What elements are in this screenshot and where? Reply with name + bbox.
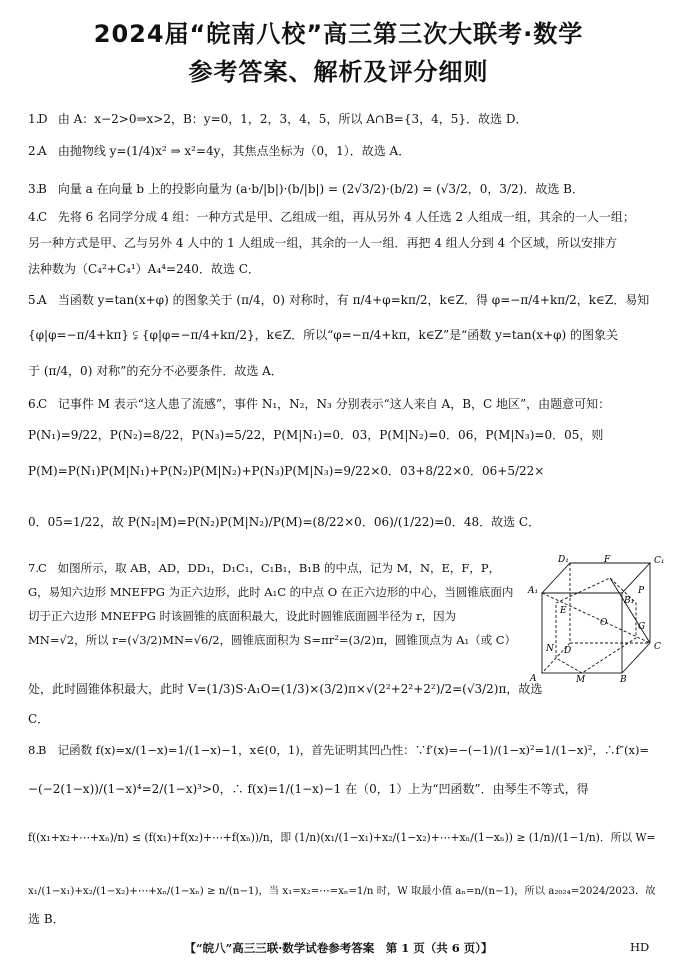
problem-number: 7. [28,561,39,575]
problem-7 [28,556,516,653]
footer-code: HD [630,940,650,954]
problem-4 [28,208,635,225]
figure-label: C [654,642,661,652]
page-footer: 【“皖八”高三三联·数学试卷参考答案 第 1 页（共 6 页）】 [184,941,493,955]
problem-line: C． [28,712,50,726]
problem-line: −(−2(1−x))/(1−x)⁴=2/(1−x)³>0，∴ f(x)=1/(1−x)−1 在（0，1）上为“凹函数”．由琴生不等式，得 [28,782,589,796]
problem-number: 2. [28,144,40,158]
figure-label: O [600,618,608,628]
cube-top-face [542,563,650,593]
problem-line: 记事件 M 表示“这人患了流感”，事件 N₁，N₂，N₃ 分别表示“这人来自 A，B，C 地区”，由题意可知： [57,397,611,411]
problem-answer: C [38,210,48,224]
figure-label: N [546,644,554,654]
page-title: 2024届“皖南八校”高三第三次大联考·数学 [93,20,584,48]
problem-number: 3. [28,182,40,196]
problem-line: 如图所示，取 AB，AD，DD₁，D₁C₁，C₁B₁，B₁B 的中点，记为 M，N，E，F，P，G，易知六边形 MNEFPG 为正六边形，此时 A₁C 的中点 O 在正六边形的中心，当圆锥底面内切于正六边形 MNEFPG 时该圆锥的底面积最大，设此时圆锥底面圆半径为 r，因为 MN=√2，所以 r=(√3/2)MN=√6/2，圆锥底面积为 S=πr²=(3/2)π，圆锥顶点为 A₁（或 C） [28,561,517,648]
problem-line: 选 B． [28,912,65,926]
problem-answer: B [38,182,47,196]
figure-label: G [638,622,646,632]
figure-label: E [560,606,567,616]
problem-number: 6. [28,397,40,411]
figure-label: D₁ [558,555,569,565]
figure-label: A₁ [528,586,539,596]
problem-line: 0．05=1/22，故 P(N₂|M)=P(N₂)P(M|N₂)/P(M)=(8/22×0．06)/(1/22)=0．48．故选 C． [28,515,541,529]
problem-answer: A [38,144,47,158]
hexagon-mnefpg [556,578,636,673]
problem-line: x₁/(1−x₁)+x₂/(1−x₂)+⋯+xₙ/(1−xₙ) ≥ n/(n−1)，当 x₁=x₂=⋯=xₙ=1/n 时，W 取最小值 aₙ=n/(n−1)，所以 a₂₀₂₄=2024/2023．故 [28,885,656,897]
problem-8 [28,742,649,758]
problem-number: 1. [28,112,40,126]
problem-line: 处，此时圆锥体积最大，此时 V=(1/3)S·A₁O=(1/3)×(3/2)π×√(2²+2²+2²)/2=(√3/2)π，故选 [28,682,543,696]
problem-1 [28,110,527,127]
problem-3 [28,180,584,197]
problem-line: 当函数 y=tan(x+φ) 的图象关于 (π/4，0) 对称时，有 π/4+φ=kπ/2，k∈Z．得 φ=−π/4+kπ/2，k∈Z．易知 [57,293,650,307]
problem-line: {φ|φ=−π/4+kπ} ⫋ {φ|φ=−π/4+kπ/2}，k∈Z．所以“φ=−π/4+kπ，k∈Z”是“函数 y=tan(x+φ) 的图象关 [28,328,619,342]
problem-line: 记函数 f(x)=x/(1−x)=1/(1−x)−1，x∈(0，1)，首先证明其凹凸性：∵f′(x)=−(−1)/(1−x)²=1/(1−x)²，∴f″(x)= [57,743,650,757]
cube-figure [520,553,670,683]
problem-line: 由抛物线 y=(1/4)x² ⇒ x²=4y，其焦点坐标为（0，1）．故选 A． [57,144,411,158]
cube-front-face [542,593,622,673]
problem-answer: A [38,293,47,307]
problem-answer: B [38,743,47,757]
problem-answer: C [38,397,48,411]
problem-line: 另一种方式是甲、乙与另外 4 人中的 1 人组成一组，其余的一人一组．再把 4 组人分到 4 个区域，所以安排方 [28,236,618,250]
problem-number: 5. [28,293,40,307]
problem-line: f((x₁+x₂+⋯+xₙ)/n) ≤ (f(x₁)+f(x₂)+⋯+f(xₙ))/n，即 (1/n)(x₁/(1−x₁)+x₂/(1−x₂)+⋯+xₙ/(1−xₙ)) ≥ (1/n)/(1−1/n)．所以 W= [28,831,656,844]
problem-6 [28,395,610,412]
problem-5 [28,291,649,308]
problem-answer: D [38,112,48,126]
figure-label: D [564,646,572,656]
figure-label: A [530,674,537,683]
problem-line: 先将 6 名同学分成 4 组：一种方式是甲、乙组成一组，再从另外 4 人任选 2 人组成一组，其余的一人一组； [57,210,635,224]
problem-number: 4. [28,210,40,224]
figure-label: F [604,555,611,565]
problem-line: P(N₁)=9/22，P(N₂)=8/22，P(N₃)=5/22，P(M|N₁)=0．03，P(M|N₂)=0．06，P(M|N₃)=0．05，则 [28,428,604,442]
problem-line: 于 (π/4，0) 对称”的充分不必要条件．故选 A． [28,364,283,378]
problem-answer: C [38,561,47,575]
page-subtitle: 参考答案、解析及评分细则 [188,58,489,86]
figure-label: C₁ [654,556,665,566]
figure-label: B₁ [624,596,635,606]
figure-label: B [620,675,627,683]
problem-line: 向量 a 在向量 b 上的投影向量为 (a·b/|b|)·(b/|b|) = (2√3/2)·(b/2) = (√3/2，0，3/2)．故选 B． [57,182,584,196]
figure-label: P [638,586,645,596]
problem-line: 由 A：x−2>0⇒x>2，B：y=0，1，2，3，4，5，所以 A∩B={3，4，5}．故选 D． [57,112,528,126]
problem-number: 8. [28,743,39,757]
problem-2 [28,142,410,159]
figure-label: M [576,675,586,683]
problem-line: P(M)=P(N₁)P(M|N₁)+P(N₂)P(M|N₂)+P(N₃)P(M|N₃)=9/22×0．03+8/22×0．06+5/22× [28,464,545,478]
problem-line: 法种数为（C₄²+C₄¹）A₄⁴=240．故选 C． [28,262,260,276]
